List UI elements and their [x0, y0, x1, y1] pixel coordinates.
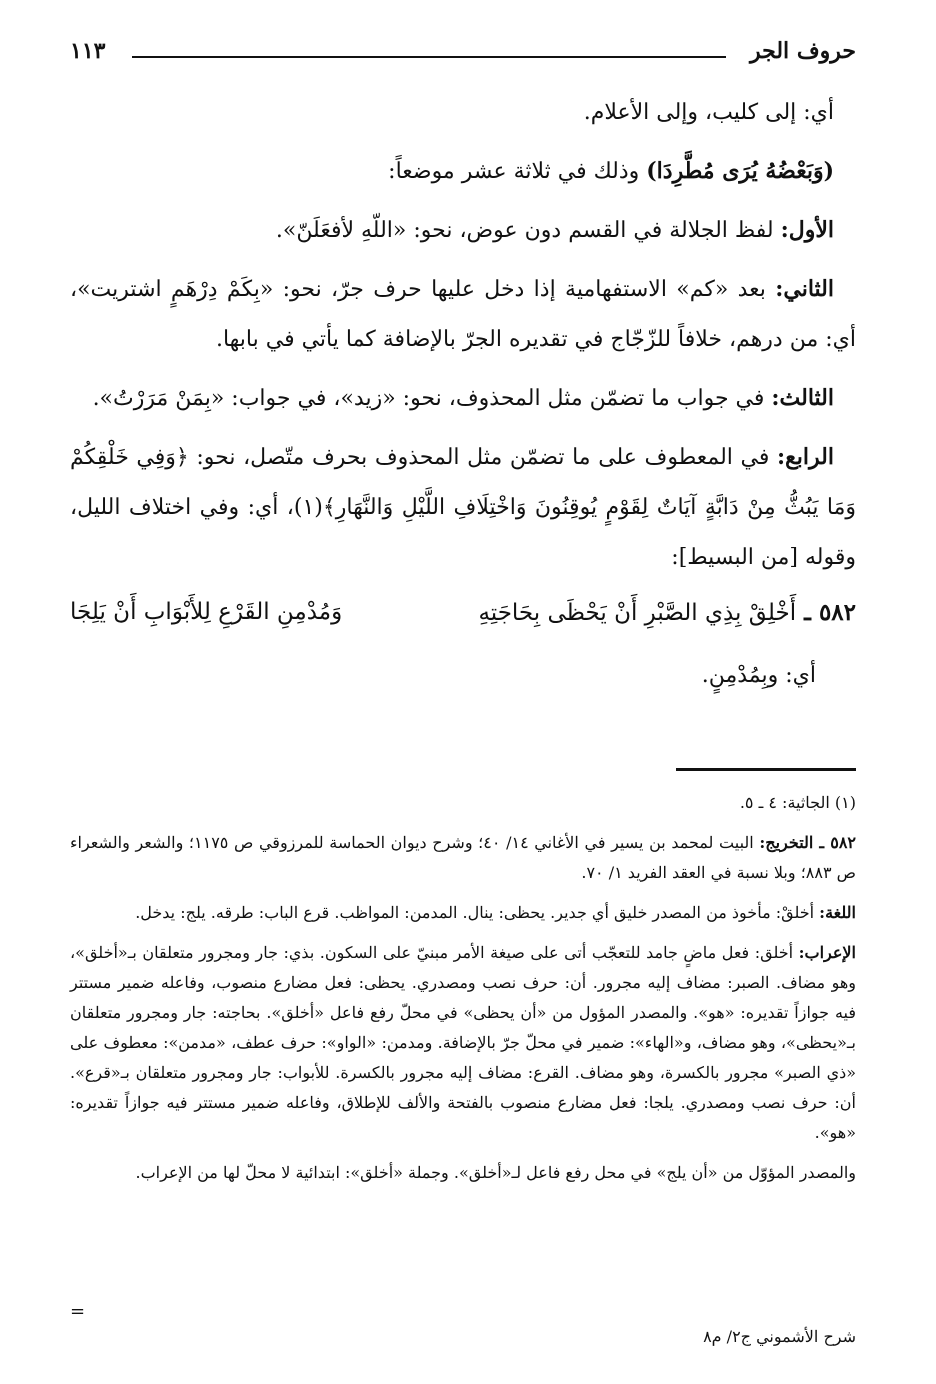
verse-quote: (وَبَعْضُهُ يُرَى مُطَّرِدَا) — [646, 158, 834, 184]
lugha-label: اللغة: — [819, 903, 856, 922]
paragraph-2 — [70, 146, 856, 197]
paragraph-fourth-case — [70, 432, 856, 583]
fourth-case-label: الرابع: — [776, 444, 834, 470]
footnote-1: (١) الجاثية: ٤ ـ ٥. — [739, 793, 856, 812]
footnote-rule — [676, 768, 856, 771]
paragraph-1-text: أي: إلى كليب، وإلى الأعلام. — [583, 100, 834, 125]
second-case-text: بعد «كم» الاستفهامية إذا دخل عليها حرف جرّ، نحو: «بِكَمْ دِرْهَمٍ اشتريت»، أي: من درهم، خلافاً للزّجّاج في تقديره الجرّ بالإضافة كما يأتي في بابها. — [70, 277, 856, 352]
irab-label: الإعراب: — [798, 943, 856, 962]
paragraph-1 — [70, 88, 856, 138]
continuation-mark: = — [70, 1301, 86, 1322]
footnote-lugha — [70, 898, 856, 928]
paragraph-2-text: وذلك في ثلاثة عشر موضعاً: — [388, 159, 647, 184]
verse-first-hemistich — [478, 599, 856, 626]
paragraph-second-case — [70, 264, 856, 365]
fourth-case-text: في المعطوف على ما تضمّن مثل المحذوف بحرف متّصل، نحو: ﴿وَفِي خَلْقِكُمْ وَمَا يَبُثُّ مِنْ دَابَّةٍ آيَاتٌ لِقَوْمٍ يُوقِنُونَ وَاخْتِلَافِ اللَّيْلِ وَالنَّهَارِ﴾(١)، أي: وفي اختلاف الليل، وقوله [من البسيط]: — [70, 445, 856, 570]
verse-first-text: أَخْلِقْ بِذِي الصَّبْرِ أَنْ يَحْظَى بِحَاجَتِهِ — [478, 600, 797, 626]
lugha-text: أخلقْ: مأخوذ من المصدر خليق أي جدير. يحظى: ينال. المدمن: المواظب. قرع الباب: طرقه. يلج: يدخل. — [135, 903, 820, 922]
verse-explanation: أي: وبِمُدْمِنٍ. — [701, 663, 816, 688]
running-title: حروف الجر — [750, 38, 856, 64]
third-case-text: في جواب ما تضمّن مثل المحذوف، نحو: «زيد»، في جواب: «بِمَنْ مَرَرْتُ». — [92, 386, 772, 411]
paragraph-third-case — [70, 373, 856, 424]
verse-second-hemistich: وَمُدْمِنِ القَرْعِ لِلأَبْوَابِ أَنْ يَلِجَا — [70, 599, 343, 625]
page-header — [70, 38, 856, 78]
printer-signature: شرح الأشموني ج٢/ م٨ — [703, 1327, 856, 1346]
third-case-label: الثالث: — [771, 385, 834, 411]
footnote-irab — [70, 938, 856, 1148]
second-case-label: الثاني: — [775, 276, 834, 302]
takhrij-text: البيت لمحمد بن يسير في الأغاني ١٤/ ٤٠؛ وشرح ديوان الحماسة للمرزوقي ص ١١٧٥؛ والشعر والشعراء ص ٨٨٣؛ وبلا نسبة في العقد الفريد ١/ ٧٠. — [70, 833, 856, 882]
header-rule — [132, 56, 726, 58]
poetry-verse — [70, 591, 856, 651]
page-number: ١١٣ — [70, 38, 106, 64]
irab-text: أخلق: فعل ماضٍ جامد للتعجّب أتى على صيغة الأمر مبنيّ على السكون. بذي: جار ومجرور متعلقان بـ«أخلق»، وهو مضاف. الصبر: مضاف إليه مجرور. أن: حرف نصب ومصدري. يحظى: فعل مضارع منصوب، وفاعله ضمير مستتر فيه جوازاً تقديره: «هو». والمصدر المؤول من «أن يحظى» في محلّ رفع فاعل «أخلق». بحاجته: جار ومجرور متعلقان بـ«يحظى»، وهو مضاف، و«الهاء»: ضمير في محلّ جرّ بالإضافة. ومدمن: «الواو»: حرف عطف، «مدمن»: معطوف على «ذي الصبر» مجرور بالكسرة، وهو مضاف. القرع: مضاف إليه مجرور بالكسرة. للأبواب: جار ومجرور متعلقان بـ«قرع». أن: حرف نصب ومصدري. يلجا: فعل مضارع منصوب بالفتحة والألف للإطلاق، وفاعله ضمير مستتر فيه جوازاً تقديره: «هو». — [70, 943, 857, 1142]
first-case-label: الأول: — [780, 217, 834, 243]
first-case-text: لفظ الجلالة في القسم دون عوض، نحو: «اللّهِ لأفعَلَنّ». — [275, 218, 781, 243]
footnotes — [70, 788, 856, 1198]
footnote-closing: والمصدر المؤوّل من «أن يلج» في محل رفع فاعل لـ«أخلق». وجملة «أخلق»: ابتدائية لا محلّ لها من الإعراب. — [135, 1163, 856, 1182]
takhrij-label: ٥٨٢ ـ التخريج: — [759, 833, 856, 852]
verse-number: ٥٨٢ ـ — [796, 599, 856, 626]
footnote-takhrij — [70, 828, 856, 888]
paragraph-first-case — [70, 205, 856, 256]
main-text — [70, 88, 856, 701]
